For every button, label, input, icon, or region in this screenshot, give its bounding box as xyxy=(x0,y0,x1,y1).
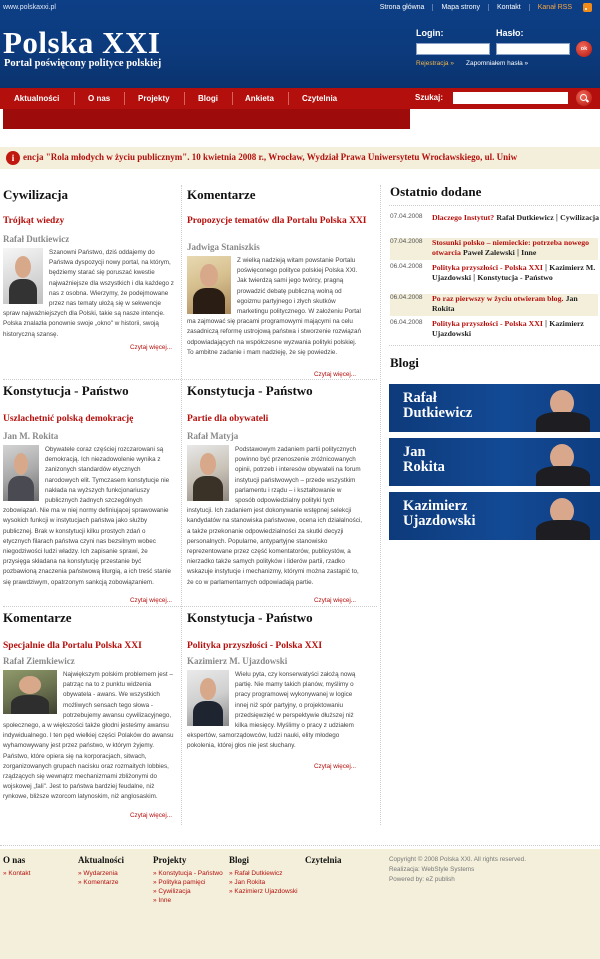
read-more-link[interactable]: Czytaj więcej... xyxy=(130,812,172,819)
article-title[interactable]: Specjalnie dla Portalu Polska XXI xyxy=(3,641,142,651)
footer-link[interactable]: » Konstytucja - Państwo xyxy=(153,870,223,877)
site-header xyxy=(0,0,600,88)
blog-banner-dutkiewicz[interactable] xyxy=(389,384,600,432)
password-input[interactable] xyxy=(496,43,570,55)
recent-title[interactable]: Po raz pierwszy w życiu otwieram blog. xyxy=(432,294,564,303)
footer-link[interactable]: » Rafał Dutkiewicz xyxy=(229,870,283,877)
footer-links xyxy=(229,869,298,896)
nav-item-blogi[interactable]: Blogi xyxy=(198,94,218,103)
link-sitemap[interactable]: Mapa strony xyxy=(432,4,488,11)
article-excerpt: Wielu pyta, czy konserwatyści założą nową partię. Nie mamy takich planów, myślimy o pracy programowej wykonywanej w logice innej niż spór partyjny, o projektowaniu przedsięwzięć w perspektywie dłuższej niż kilka miesięcy. Myślimy o pracy z udziałem ekspertów, samorządowców, ludzi nauki, elity młodego pokolenia, której głos nie jest słuchany. xyxy=(187,671,356,750)
recent-author[interactable]: Rafał Dutkiewicz xyxy=(496,213,554,222)
recent-section[interactable]: Konstytucja - Państwo xyxy=(477,272,553,282)
nav-item-o-nas[interactable]: O nas xyxy=(88,94,111,103)
recent-date: 07.04.2008 xyxy=(390,213,423,220)
blog-name-last: Dutkiewicz xyxy=(403,405,473,421)
footer-heading[interactable]: Projekty xyxy=(153,855,187,865)
blog-name-first: Jan xyxy=(403,444,426,460)
article-excerpt: Podstawowym zadaniem partii politycznych powinno być przenoszenie zróżnicowanych opinii, potrzeb i interesów obywateli na forum instytucji państwowych – przede wszystkim parlamentu i rządu – i kształtowanie w sposób odpowiedzialny polityki tych instytucji. Ich zadaniem jest dokonywanie wstępnej selekcji kandydatów na stanowiska państwowe, ocena ich działalności, a także przekonanie odpowiedzialności za skutki decyzji personalnych. Popularne, antypartyjne stanowisko reprezentowane przez część komentatorów, publicystów, a nierzadko także samych polityków i liderów partii, rzadko wskazuje instytucje i mechanizmy, którymi można zastąpić to, że co w parlamentarnych odpowiadają partie. xyxy=(187,446,363,586)
article-title[interactable]: Polityka przyszłości - Polska XXI xyxy=(187,641,323,651)
blog-name-first: Kazimierz xyxy=(403,498,468,514)
author-photo[interactable] xyxy=(3,670,57,714)
ticker-text[interactable]: encja "Rola młodych w życiu publicznym". 10 kwietnia 2008 r., Wrocław, Wydział Prawa Uniwersytetu Wrocławskiego, ul. Uniw xyxy=(23,152,518,162)
read-more-link[interactable]: Czytaj więcej... xyxy=(130,344,172,351)
section-heading[interactable]: Komentarze xyxy=(187,187,256,202)
blog-banner-rokita[interactable] xyxy=(389,438,600,486)
recent-author[interactable]: Kazimierz Ujazdowski xyxy=(432,319,584,338)
row-separator xyxy=(3,379,377,380)
footer-heading[interactable]: Aktualności xyxy=(78,855,125,865)
read-more-link[interactable]: Czytaj więcej... xyxy=(314,597,356,604)
footer-link[interactable]: » Inne xyxy=(153,897,172,903)
site-subtitle: Portal poświęcony polityce polskiej xyxy=(4,58,162,69)
blog-author-photo xyxy=(532,494,594,540)
nav-item-czytelnia[interactable]: Czytelnia xyxy=(302,94,338,103)
read-more-link[interactable]: Czytaj więcej... xyxy=(314,763,356,770)
login-label: Login: xyxy=(416,28,444,38)
footer-link[interactable]: » Cywilizacja xyxy=(153,888,191,895)
info-icon: i xyxy=(6,151,20,165)
recent-item[interactable]: 07.04.2008 Dlaczego Instytut? Rafał Dutkiewicz | Cywilizacja xyxy=(390,213,600,222)
blogs-heading: Blogi xyxy=(390,355,419,370)
article-title[interactable]: Partie dla obywateli xyxy=(187,414,269,424)
footer-link[interactable]: » Polityka pamięci xyxy=(153,879,206,886)
author-photo[interactable] xyxy=(187,445,229,501)
recent-item[interactable]: 06.04.2008 Polityka przyszłości - Polska XXI | Kazimierz M. Ujazdowski | Konstytucja - Państwo xyxy=(390,263,596,282)
site-title[interactable]: Polska XXI xyxy=(3,25,161,60)
nav-separator xyxy=(74,92,75,105)
row-separator xyxy=(389,205,600,206)
section-heading[interactable]: Konstytucja - Państwo xyxy=(3,383,129,398)
article-excerpt: Szanowni Państwo, dziś oddajemy do Państwa dyspozycji nowy portal, na którym, będziemy starać się poruszać kwestie najważniejsze dla wszystkich i dla każdego z nas z osobna. Wierzymy, że podejmowane przez nas tematy ułożą się w sekwencje spraw najważniejszych dla Polski, takie są nasze intencje. Polska znalazła ponownie swoje „okno" w historii, swoją historyczną szansę. xyxy=(3,249,174,338)
article-title[interactable]: Trójkąt wiedzy xyxy=(3,216,65,226)
main-nav xyxy=(0,88,600,109)
search-label: Szukaj: xyxy=(415,93,444,102)
article-author: Rafał Ziemkiewicz xyxy=(3,656,75,666)
author-photo[interactable] xyxy=(187,670,229,726)
recent-date: 07.04.2008 xyxy=(390,238,423,245)
blog-name-last: Ujazdowski xyxy=(403,513,476,529)
recent-author[interactable]: Jan Rokita xyxy=(432,294,578,313)
row-separator xyxy=(3,606,377,607)
column-separator xyxy=(181,185,182,825)
footer-links xyxy=(153,869,223,903)
article-excerpt: Z wielką nadzieją witam powstanie Portalu poświęconego polityce polskiej Polska XXI. Jak twierdzą sami jego twórcy, pragną prowadzić debatę publiczną wolną od egoizmu partyjnego i złych skutków marketingu politycznego. W założeniu Portal ma zajmować się pracami programowymi mającymi na celu zasadniczą reformę ustrojową państwa i stworzenie rozwiązań odpowiadających na współczesne wyzwania polityki polskiej. To ambitne zadanie i mam nadzieję, że się powiedzie. xyxy=(187,257,361,356)
article-title[interactable]: Uszlachetnić polską demokrację xyxy=(3,414,134,424)
news-ticker[interactable] xyxy=(0,147,600,169)
footer-heading[interactable]: O nas xyxy=(3,855,26,865)
read-more-link[interactable]: Czytaj więcej... xyxy=(130,597,172,604)
footer-heading[interactable]: Czytelnia xyxy=(305,855,342,865)
nav-separator xyxy=(232,92,233,105)
nav-separator xyxy=(288,92,289,105)
recent-heading: Ostatnio dodane xyxy=(390,184,482,199)
banner-strip xyxy=(3,109,410,129)
link-rss[interactable]: Kanał RSS xyxy=(529,4,580,11)
footer-links xyxy=(3,869,30,878)
realizacja-credit: Realizacja: WebStyle Systems xyxy=(389,866,475,873)
login-box xyxy=(410,20,600,88)
footer-link[interactable]: » Jan Rokita xyxy=(229,879,266,886)
recent-section[interactable]: Cywilizacja xyxy=(560,213,600,222)
nav-separator xyxy=(184,92,185,105)
author-photo[interactable] xyxy=(3,445,39,501)
copyright: Copyright © 2008 Polska XXI. All rights reserved. xyxy=(389,856,526,863)
forgot-password-link[interactable]: Zapomniałem hasła » xyxy=(466,60,529,67)
site-url: www.polskaxxi.pl xyxy=(3,4,56,11)
footer-link[interactable]: » Kontakt xyxy=(3,870,31,877)
blog-author-photo xyxy=(532,386,594,432)
recent-title[interactable]: Dlaczego Instytut? xyxy=(432,213,495,222)
footer-links xyxy=(78,869,118,887)
section-heading[interactable]: Konstytucja - Państwo xyxy=(187,610,313,625)
search-button[interactable] xyxy=(576,90,592,106)
author-photo[interactable] xyxy=(3,248,43,304)
footer-link[interactable]: » Wydarzenia xyxy=(78,870,118,877)
login-button[interactable]: ok xyxy=(576,41,592,57)
author-photo[interactable] xyxy=(187,256,231,314)
recent-title[interactable]: Polityka przyszłości - Polska XXI xyxy=(432,319,543,328)
search-input[interactable] xyxy=(453,92,568,104)
password-label: Hasło: xyxy=(496,28,524,38)
recent-title[interactable]: Polityka przyszłości - Polska XXI xyxy=(432,263,543,272)
register-link[interactable]: Rejestracja » xyxy=(416,60,454,67)
login-input[interactable] xyxy=(416,43,490,55)
column-separator xyxy=(380,185,381,825)
footer-heading[interactable]: Blogi xyxy=(229,855,250,865)
section-heading[interactable]: Konstytucja - Państwo xyxy=(187,383,313,398)
recent-date: 06.04.2008 xyxy=(390,319,423,326)
section-heading[interactable]: Cywilizacja xyxy=(3,187,68,202)
recent-date: 06.04.2008 xyxy=(390,294,423,301)
blog-name-last: Rokita xyxy=(403,459,445,475)
article-author: Kazimierz M. Ujazdowski xyxy=(187,656,288,666)
article-excerpt: Największym polskim problemem jest – patrząc na to z punktu widzenia obywatela - awans. We wszystkich możliwych sensach tego słowa - potrzebujemy awansu cywilizacyjnego, społecznego, a w większości także głodni jesteśmy awansu indywidualnego. I ten pęd wielkiej części Polaków do awansu wyhamowywany jest przez państwo, w którym żyjemy. Państwo, które opiera się na korporacjach, sitwach, zorganizowanych grupach nacisku oraz rozmaitych lobbies, rządzących się wewnątrz mechanizmami zbliżonymi do wojskowej „fali". Jest to państwa bardziej feudalne, niż rynkowe, bliższe wzorcom latynoskim, niż anglosaskim. xyxy=(3,671,174,801)
footer-link[interactable]: » Kazimierz Ujazdowski xyxy=(229,888,298,895)
top-links xyxy=(372,4,580,11)
article-author: Jadwiga Staniszkis xyxy=(187,242,260,252)
footer-separator xyxy=(0,845,600,846)
row-separator xyxy=(389,345,600,346)
blog-author-photo xyxy=(532,440,594,486)
article-author: Jan M. Rokita xyxy=(3,431,59,441)
read-more-link[interactable]: Czytaj więcej... xyxy=(314,371,356,378)
recent-item[interactable]: 06.04.2008 Polityka przyszłości - Polska XXI | Kazimierz Ujazdowski xyxy=(390,319,584,338)
recent-author[interactable]: Paweł Zalewski xyxy=(463,247,515,257)
recent-item[interactable]: 07.04.2008 Stosunki polsko – niemieckie: potrzeba nowego otwarcia Paweł Zalewski | Inne xyxy=(390,238,598,260)
recent-title[interactable]: Stosunki polsko – niemieckie: potrzeba nowego otwarcia xyxy=(432,238,590,257)
article-author: Rafał Matyja xyxy=(187,431,239,441)
link-contact[interactable]: Kontakt xyxy=(488,4,529,11)
recent-section[interactable]: Inne xyxy=(521,247,537,257)
article-excerpt: Obywatele coraz częściej rozczarowani są demokracją. Ich niezadowolenie wynika z zanizonych standardów etycznych narodowych elit. Tymczasem konstytucje nie nakłada na wyższych funkcjonariuszy publicznych żadnych szczególnych zobowiązań. Nie ma w niej normy definiującej sprawowanie wysokich funkcji w instytucjach państwa jako służby publicznej. Brak w konstytucji kilku prostych zdań o etycznych filarach państwa czyni nas bezsilnym wobec niegodziwości ludzi władzy. Ich zapisanie sprawi, że przysięga składana na konstytucję przestanie być pozbawioną znaczenia państwową liturgią, a ich treść stanie się prawdziwym, opatrzonym sankcją zobowiązaniem. xyxy=(3,446,172,586)
article-author: Rafał Dutkiewicz xyxy=(3,234,70,244)
powered-by-credit: Powered by: eZ publish xyxy=(389,876,455,883)
nav-separator xyxy=(124,92,125,105)
article-title[interactable]: Propozycje tematów dla Portalu Polska XXI xyxy=(187,216,367,226)
section-heading[interactable]: Komentarze xyxy=(3,610,72,625)
nav-item-ankieta[interactable]: Ankieta xyxy=(245,94,274,103)
recent-author[interactable]: Kazimierz M. Ujazdowski xyxy=(432,263,596,282)
blog-banner-ujazdowski[interactable] xyxy=(389,492,600,540)
recent-item[interactable] xyxy=(390,294,598,316)
blog-name-first: Rafał xyxy=(403,390,437,406)
nav-item-projekty[interactable]: Projekty xyxy=(138,94,170,103)
nav-item-aktualnosci[interactable]: Aktualności xyxy=(14,94,60,103)
recent-date: 06.04.2008 xyxy=(390,263,423,270)
footer-link[interactable]: » Komentarze xyxy=(78,879,119,886)
rss-icon[interactable] xyxy=(583,3,592,12)
link-home[interactable]: Strona główna xyxy=(379,4,425,11)
